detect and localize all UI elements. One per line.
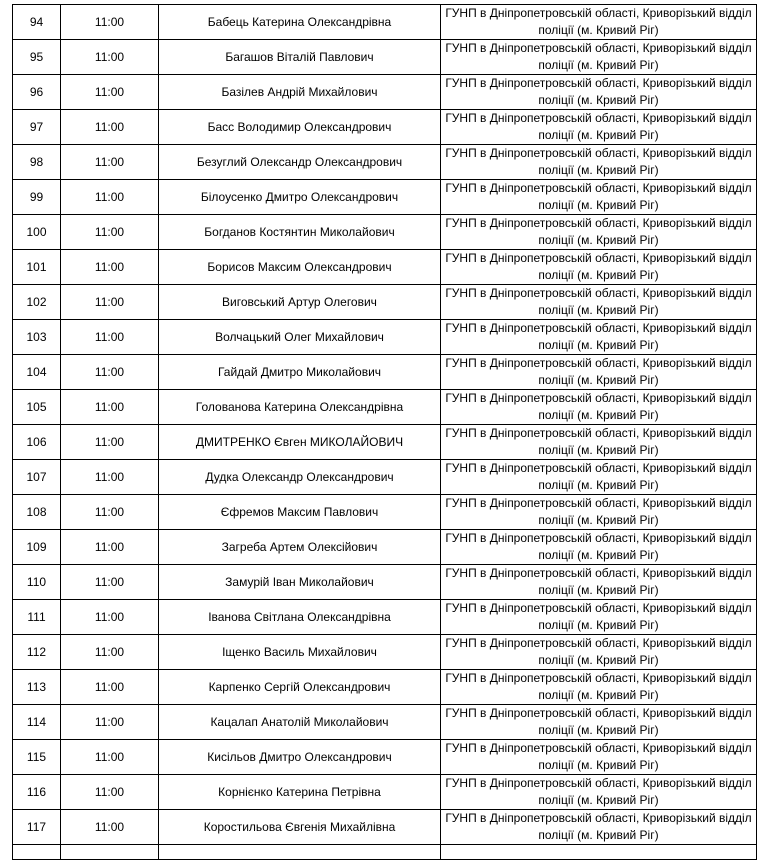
row-time: 11:00 [61, 215, 159, 250]
row-organization-line2: поліції (м. Кривий Ріг) [538, 793, 659, 807]
row-person-name: Безуглий Олександр Олександрович [159, 145, 441, 180]
table-row [13, 390, 757, 425]
row-organization-line1: ГУНП в Дніпропетровській області, Криворізький відділ [445, 811, 752, 825]
row-organization-line1: ГУНП в Дніпропетровській області, Криворізький відділ [445, 41, 752, 55]
row-person-name [159, 845, 441, 860]
row-person-name: Корнієнко Катерина Петрівна [159, 775, 441, 810]
row-organization [441, 40, 757, 75]
row-organization [441, 250, 757, 285]
row-organization-line1: ГУНП в Дніпропетровській області, Криворізький відділ [445, 496, 752, 510]
row-organization-line1: ГУНП в Дніпропетровській області, Криворізький відділ [445, 76, 752, 90]
row-person-name: Голованова Катерина Олександрівна [159, 390, 441, 425]
row-number: 97 [13, 110, 61, 145]
row-number: 101 [13, 250, 61, 285]
table-row [13, 215, 757, 250]
row-organization-line2: поліції (м. Кривий Ріг) [538, 828, 659, 842]
row-person-name: Кацалап Анатолій Миколайович [159, 705, 441, 740]
table-row [13, 110, 757, 145]
row-person-name: Виговський Артур Олегович [159, 285, 441, 320]
row-organization [441, 425, 757, 460]
row-organization [441, 180, 757, 215]
row-organization-line1: ГУНП в Дніпропетровській області, Криворізький відділ [445, 181, 752, 195]
row-person-name: Кисільов Дмитро Олександрович [159, 740, 441, 775]
row-organization-line2: поліції (м. Кривий Ріг) [538, 583, 659, 597]
table-row [13, 775, 757, 810]
row-organization-line1: ГУНП в Дніпропетровській області, Криворізький відділ [445, 251, 752, 265]
row-organization-line2: поліції (м. Кривий Ріг) [538, 58, 659, 72]
row-person-name: Волчацький Олег Михайлович [159, 320, 441, 355]
table-row [13, 635, 757, 670]
table-row-partial [13, 845, 757, 860]
row-number: 95 [13, 40, 61, 75]
row-organization-line1: ГУНП в Дніпропетровській області, Криворізький відділ [445, 111, 752, 125]
row-organization-line2: поліції (м. Кривий Ріг) [538, 338, 659, 352]
row-time: 11:00 [61, 110, 159, 145]
row-number: 103 [13, 320, 61, 355]
row-person-name: Замурій Іван Миколайович [159, 565, 441, 600]
row-number: 115 [13, 740, 61, 775]
row-organization-line2: поліції (м. Кривий Ріг) [538, 548, 659, 562]
row-number: 104 [13, 355, 61, 390]
row-number: 112 [13, 635, 61, 670]
row-organization-line2: поліції (м. Кривий Ріг) [538, 198, 659, 212]
row-person-name: Загреба Артем Олексійович [159, 530, 441, 565]
row-organization-line2: поліції (м. Кривий Ріг) [538, 128, 659, 142]
row-time: 11:00 [61, 180, 159, 215]
row-organization-line2: поліції (м. Кривий Ріг) [538, 723, 659, 737]
table-row [13, 740, 757, 775]
table-row [13, 355, 757, 390]
row-organization-line1: ГУНП в Дніпропетровській області, Криворізький відділ [445, 776, 752, 790]
row-organization [441, 810, 757, 845]
row-time [61, 845, 159, 860]
row-organization-line2: поліції (м. Кривий Ріг) [538, 303, 659, 317]
table-row [13, 285, 757, 320]
row-number: 100 [13, 215, 61, 250]
row-person-name: Іщенко Василь Михайлович [159, 635, 441, 670]
schedule-table [12, 4, 757, 860]
row-number: 98 [13, 145, 61, 180]
row-person-name: Базілев Андрій Михайлович [159, 75, 441, 110]
row-person-name: ДМИТРЕНКО Євген МИКОЛАЙОВИЧ [159, 425, 441, 460]
row-organization-line2: поліції (м. Кривий Ріг) [538, 653, 659, 667]
row-time: 11:00 [61, 460, 159, 495]
row-time: 11:00 [61, 250, 159, 285]
row-organization-line1: ГУНП в Дніпропетровській області, Криворізький відділ [445, 216, 752, 230]
row-time: 11:00 [61, 75, 159, 110]
row-person-name: Дудка Олександр Олександрович [159, 460, 441, 495]
row-organization-line2: поліції (м. Кривий Ріг) [538, 688, 659, 702]
row-person-name: Богданов Костянтин Миколайович [159, 215, 441, 250]
row-time: 11:00 [61, 320, 159, 355]
row-organization-line2: поліції (м. Кривий Ріг) [538, 23, 659, 37]
row-organization-line1: ГУНП в Дніпропетровській області, Криворізький відділ [445, 461, 752, 475]
table-row [13, 460, 757, 495]
row-organization-line2: поліції (м. Кривий Ріг) [538, 478, 659, 492]
row-organization [441, 740, 757, 775]
row-time: 11:00 [61, 530, 159, 565]
table-row [13, 320, 757, 355]
row-organization-line1: ГУНП в Дніпропетровській області, Криворізький відділ [445, 6, 752, 20]
table-row [13, 40, 757, 75]
row-number: 114 [13, 705, 61, 740]
row-person-name: Гайдай Дмитро Миколайович [159, 355, 441, 390]
row-organization-line1: ГУНП в Дніпропетровській області, Криворізький відділ [445, 321, 752, 335]
row-organization-line2: поліції (м. Кривий Ріг) [538, 93, 659, 107]
row-number: 108 [13, 495, 61, 530]
row-organization-line1: ГУНП в Дніпропетровській області, Криворізький відділ [445, 706, 752, 720]
row-organization [441, 390, 757, 425]
row-organization-line2: поліції (м. Кривий Ріг) [538, 233, 659, 247]
row-number: 116 [13, 775, 61, 810]
table-row [13, 145, 757, 180]
row-number [13, 845, 61, 860]
row-organization-line1: ГУНП в Дніпропетровській області, Криворізький відділ [445, 671, 752, 685]
row-time: 11:00 [61, 600, 159, 635]
row-organization [441, 495, 757, 530]
row-organization-line1: ГУНП в Дніпропетровській області, Криворізький відділ [445, 286, 752, 300]
table-row [13, 75, 757, 110]
row-time: 11:00 [61, 390, 159, 425]
row-organization [441, 565, 757, 600]
row-person-name: Бабець Катерина Олександрівна [159, 5, 441, 40]
table-row [13, 250, 757, 285]
table-row [13, 670, 757, 705]
row-organization [441, 670, 757, 705]
row-organization-line2: поліції (м. Кривий Ріг) [538, 268, 659, 282]
row-organization [441, 320, 757, 355]
row-time: 11:00 [61, 285, 159, 320]
row-organization-line1: ГУНП в Дніпропетровській області, Криворізький відділ [445, 636, 752, 650]
row-organization [441, 460, 757, 495]
row-time: 11:00 [61, 635, 159, 670]
row-person-name: Багашов Віталій Павлович [159, 40, 441, 75]
row-time: 11:00 [61, 740, 159, 775]
row-number: 109 [13, 530, 61, 565]
table-row [13, 425, 757, 460]
row-time: 11:00 [61, 810, 159, 845]
row-organization-line1: ГУНП в Дніпропетровській області, Криворізький відділ [445, 426, 752, 440]
row-number: 110 [13, 565, 61, 600]
table-row [13, 810, 757, 845]
row-organization [441, 5, 757, 40]
row-person-name: Борисов Максим Олександрович [159, 250, 441, 285]
row-organization-line2: поліції (м. Кривий Ріг) [538, 163, 659, 177]
row-number: 94 [13, 5, 61, 40]
row-organization-line1: ГУНП в Дніпропетровській області, Криворізький відділ [445, 356, 752, 370]
row-number: 113 [13, 670, 61, 705]
row-number: 96 [13, 75, 61, 110]
row-number: 102 [13, 285, 61, 320]
row-person-name: Коростильова Євгенія Михайлівна [159, 810, 441, 845]
row-organization-line1: ГУНП в Дніпропетровській області, Криворізький відділ [445, 391, 752, 405]
row-organization-line1: ГУНП в Дніпропетровській області, Криворізький відділ [445, 531, 752, 545]
row-organization [441, 110, 757, 145]
row-time: 11:00 [61, 705, 159, 740]
row-number: 117 [13, 810, 61, 845]
row-organization-line2: поліції (м. Кривий Ріг) [538, 513, 659, 527]
row-person-name: Басс Володимир Олександрович [159, 110, 441, 145]
row-organization [441, 600, 757, 635]
row-organization-line2: поліції (м. Кривий Ріг) [538, 758, 659, 772]
row-organization-line2: поліції (м. Кривий Ріг) [538, 408, 659, 422]
row-organization-line1: ГУНП в Дніпропетровській області, Криворізький відділ [445, 741, 752, 755]
row-number: 106 [13, 425, 61, 460]
row-organization-line2: поліції (м. Кривий Ріг) [538, 618, 659, 632]
row-time: 11:00 [61, 425, 159, 460]
row-time: 11:00 [61, 495, 159, 530]
table-row [13, 495, 757, 530]
row-time: 11:00 [61, 775, 159, 810]
table-row [13, 5, 757, 40]
row-organization [441, 845, 757, 860]
row-number: 111 [13, 600, 61, 635]
row-organization-line2: поліції (м. Кривий Ріг) [538, 373, 659, 387]
table-row [13, 600, 757, 635]
table-row [13, 565, 757, 600]
table-row [13, 530, 757, 565]
schedule-table-body [13, 5, 757, 860]
row-number: 107 [13, 460, 61, 495]
row-organization-line1: ГУНП в Дніпропетровській області, Криворізький відділ [445, 566, 752, 580]
row-organization [441, 285, 757, 320]
row-organization [441, 775, 757, 810]
row-person-name: Єфремов Максим Павлович [159, 495, 441, 530]
row-organization-line1: ГУНП в Дніпропетровській області, Криворізький відділ [445, 146, 752, 160]
table-row [13, 705, 757, 740]
row-time: 11:00 [61, 670, 159, 705]
row-organization [441, 75, 757, 110]
row-organization-line2: поліції (м. Кривий Ріг) [538, 443, 659, 457]
row-organization-line1: ГУНП в Дніпропетровській області, Криворізький відділ [445, 601, 752, 615]
row-person-name: Карпенко Сергій Олександрович [159, 670, 441, 705]
row-person-name: Іванова Світлана Олександрівна [159, 600, 441, 635]
row-organization [441, 355, 757, 390]
row-organization [441, 530, 757, 565]
row-organization [441, 635, 757, 670]
row-organization [441, 705, 757, 740]
row-organization [441, 145, 757, 180]
row-person-name: Білоусенко Дмитро Олександрович [159, 180, 441, 215]
row-time: 11:00 [61, 5, 159, 40]
row-time: 11:00 [61, 355, 159, 390]
row-time: 11:00 [61, 565, 159, 600]
table-row [13, 180, 757, 215]
row-time: 11:00 [61, 145, 159, 180]
row-organization [441, 215, 757, 250]
row-number: 105 [13, 390, 61, 425]
row-number: 99 [13, 180, 61, 215]
row-time: 11:00 [61, 40, 159, 75]
